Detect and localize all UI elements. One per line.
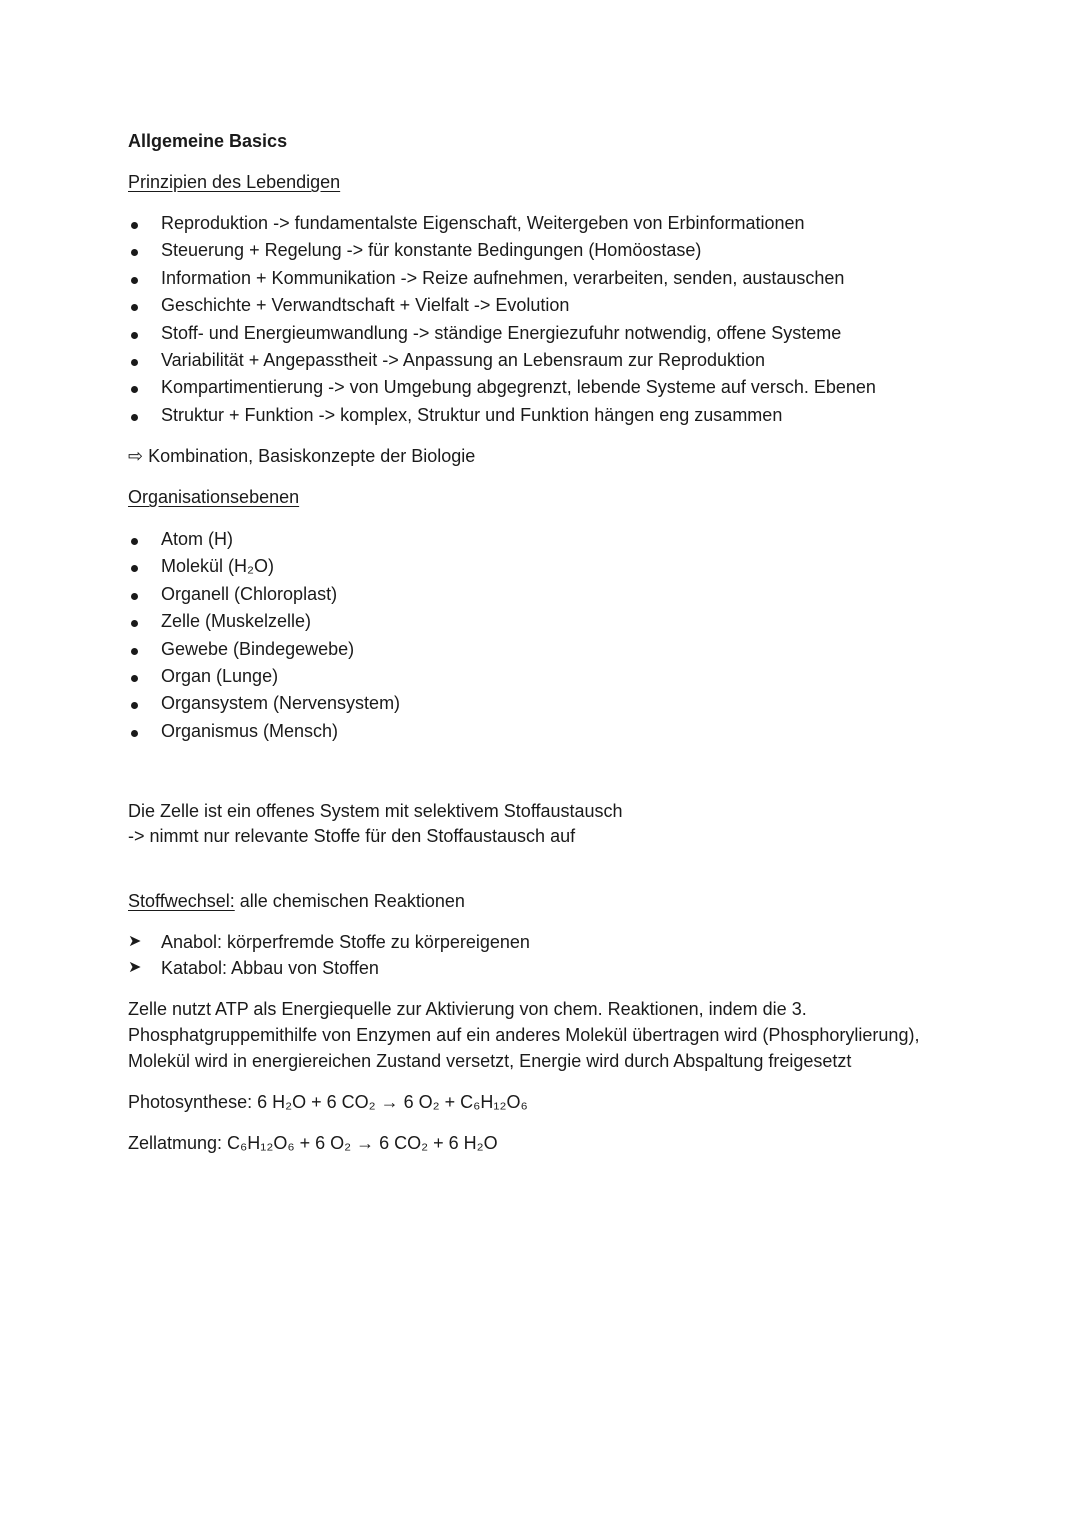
list-item: Kompartimentierung -> von Umgebung abgegrenzt, lebende Systeme auf versch. Ebenen — [128, 375, 876, 402]
section-title-principles: Prinzipien des Lebendigen — [128, 172, 341, 192]
list-item: Organ (Lunge) — [128, 664, 400, 691]
list-item: Organsystem (Nervensystem) — [128, 691, 400, 718]
list-item: Organell (Chloroplast) — [128, 582, 400, 609]
bullet-icon — [128, 211, 140, 235]
list-item: Steuerung + Regelung -> für konstante Bedingungen (Homöostase) — [128, 238, 876, 265]
respiration-formula: C₆H₁₂O₆ + 6 O₂ → 6 CO₂ + 6 H₂O — [227, 1133, 498, 1153]
list-item: Atom (H) — [128, 527, 400, 554]
bullet-icon — [128, 637, 140, 661]
metabolism-list — [128, 930, 530, 982]
bullet-icon — [128, 582, 140, 606]
metabolism-text: alle chemischen Reaktionen — [234, 891, 465, 911]
list-item: ➤ Anabol: körperfremde Stoffe zu körpereigenen — [128, 932, 530, 952]
bullet-icon — [128, 321, 140, 345]
bullet-icon — [128, 554, 140, 578]
list-item: Stoff- und Energieumwandlung -> ständige Energiezufuhr notwendig, offene Systeme — [128, 321, 876, 348]
respiration-label: Zellatmung: — [128, 1133, 228, 1153]
list-item: Zelle (Muskelzelle) — [128, 609, 400, 636]
list-item: Variabilität + Angepasstheit -> Anpassung an Lebensraum zur Reproduktion — [128, 348, 876, 375]
respiration-equation — [128, 1131, 498, 1155]
cell-text-line-2: -> nimmt nur relevante Stoffe für den Stoffaustausch auf — [128, 826, 576, 846]
bullet-icon — [128, 266, 140, 290]
atp-paragraph-line-1: Zelle nutzt ATP als Energiequelle zur Aktivierung von chem. Reaktionen, indem die 3. — [128, 999, 807, 1019]
bullet-icon — [128, 375, 140, 399]
bullet-icon — [128, 609, 140, 633]
arrowhead-bullet-icon: ➤ — [128, 959, 142, 976]
list-item: ➤ Katabol: Abbau von Stoffen — [128, 958, 379, 978]
conclusion-line: ⇨ Kombination, Basiskonzepte der Biologie — [128, 446, 476, 466]
cell-text-line-1: Die Zelle ist ein offenes System mit selektivem Stoffaustausch — [128, 801, 623, 821]
bullet-icon — [128, 691, 140, 715]
principles-list — [128, 211, 876, 430]
bullet-icon — [128, 719, 140, 743]
photosynthesis-formula: 6 H₂O + 6 CO₂ → 6 O₂ + C₆H₁₂O₆ — [257, 1092, 528, 1112]
list-item: Information + Kommunikation -> Reize aufnehmen, verarbeiten, senden, austauschen — [128, 266, 876, 293]
list-item: Molekül (H₂O) — [128, 554, 400, 581]
metabolism-label: Stoffwechsel: — [128, 891, 235, 911]
list-item: Struktur + Funktion -> komplex, Struktur und Funktion hängen eng zusammen — [128, 403, 876, 430]
list-item: Organismus (Mensch) — [128, 719, 400, 746]
document-heading: Allgemeine Basics — [128, 131, 288, 151]
atp-paragraph-line-3: Molekül wird in energiereichen Zustand versetzt, Energie wird durch Abspaltung freigesetzt — [128, 1051, 852, 1071]
bullet-icon — [128, 403, 140, 427]
metabolism-heading — [128, 889, 465, 913]
list-item: Gewebe (Bindegewebe) — [128, 637, 400, 664]
list-item: Reproduktion -> fundamentalste Eigenschaft, Weitergeben von Erbinformationen — [128, 211, 876, 238]
arrowhead-bullet-icon: ➤ — [128, 933, 142, 950]
atp-paragraph-line-2: Phosphatgruppemithilfe von Enzymen auf ein anderes Molekül übertragen wird (Phosphorylierung), — [128, 1025, 920, 1045]
section-title-organisation: Organisationsebenen — [128, 487, 300, 507]
bullet-icon — [128, 664, 140, 688]
photosynthesis-label: Photosynthese: — [128, 1092, 258, 1112]
photosynthesis-equation — [128, 1090, 528, 1114]
bullet-icon — [128, 238, 140, 262]
list-item: Geschichte + Verwandtschaft + Vielfalt -> Evolution — [128, 293, 876, 320]
bullet-icon — [128, 293, 140, 317]
bullet-icon — [128, 527, 140, 551]
bullet-icon — [128, 348, 140, 372]
organisation-list — [128, 527, 400, 746]
